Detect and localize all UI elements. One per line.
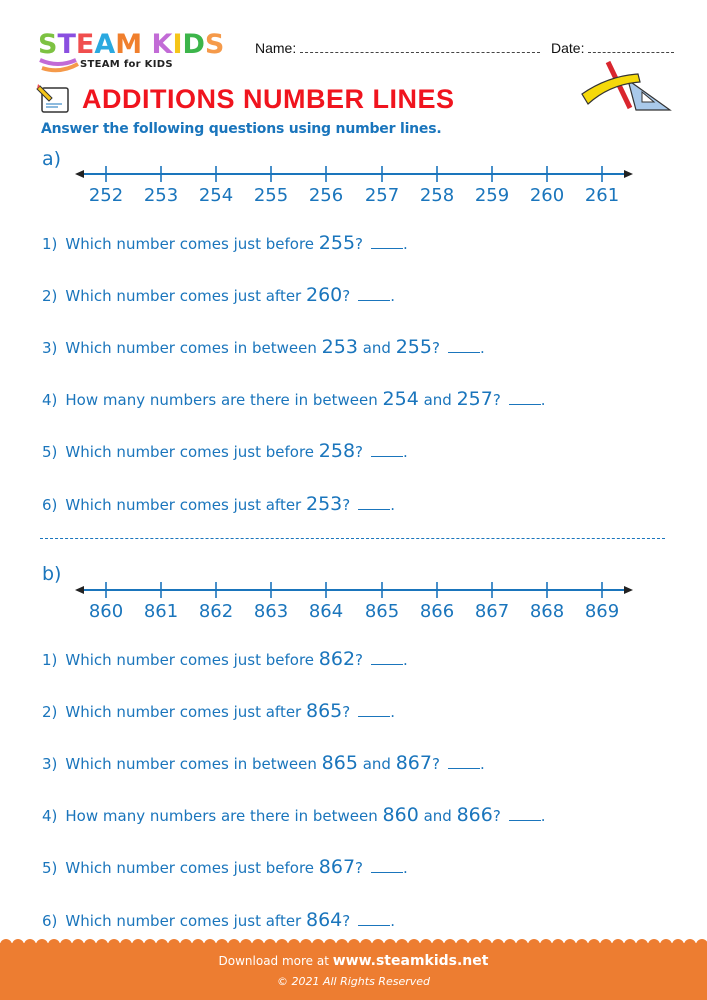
answer-blank[interactable] xyxy=(371,652,403,665)
tick-label: 869 xyxy=(584,601,620,622)
answer-blank[interactable] xyxy=(358,497,390,510)
logo-letter: A xyxy=(94,29,116,60)
answer-blank[interactable] xyxy=(371,444,403,457)
tick-label: 257 xyxy=(364,185,400,206)
scallop-border xyxy=(0,937,707,945)
question-text: ? xyxy=(492,807,501,825)
question-item xyxy=(42,856,408,878)
tick-label: 255 xyxy=(253,185,289,206)
question-text: Which number comes just after xyxy=(65,287,306,305)
name-blank[interactable] xyxy=(300,40,540,53)
question-value: 864 xyxy=(306,909,343,931)
question-value: 867 xyxy=(395,752,432,774)
answer-blank[interactable] xyxy=(448,756,480,769)
question-text: ? xyxy=(431,755,440,773)
tick-label: 260 xyxy=(529,185,565,206)
question-value: 862 xyxy=(318,648,356,670)
question-item xyxy=(42,909,395,931)
question-text: Which number comes just before xyxy=(65,859,319,877)
question-item xyxy=(42,700,395,722)
instructions: Answer the following questions using number lines. xyxy=(41,121,442,137)
date-label: Date: xyxy=(551,40,585,56)
question-text: Which number comes just before xyxy=(65,235,319,253)
period: . xyxy=(390,287,396,305)
tick-label: 865 xyxy=(364,601,400,622)
answer-blank[interactable] xyxy=(371,860,403,873)
question-number: 5) xyxy=(42,443,58,461)
tick-label: 862 xyxy=(198,601,234,622)
question-text: How many numbers are there in between xyxy=(65,807,383,825)
question-text: ? xyxy=(492,391,501,409)
question-number: 1) xyxy=(42,651,58,669)
question-text: Which number comes just after xyxy=(65,703,306,721)
question-text: Which number comes just before xyxy=(65,651,319,669)
question-text: Which number comes in between xyxy=(65,755,322,773)
question-item xyxy=(42,232,408,254)
question-value: 865 xyxy=(306,700,343,722)
number-line-b xyxy=(75,581,635,601)
tick-label: 861 xyxy=(143,601,179,622)
ruler-pencil-triangle-icon xyxy=(578,60,673,115)
question-item xyxy=(42,336,485,358)
logo-letter xyxy=(142,30,151,60)
question-text: How many numbers are there in between xyxy=(65,391,383,409)
logo-letter: M xyxy=(115,29,143,60)
question-text: ? xyxy=(355,859,364,877)
period: . xyxy=(390,496,396,514)
question-text: Which number comes in between xyxy=(65,339,322,357)
answer-blank[interactable] xyxy=(371,236,403,249)
question-value: 866 xyxy=(456,804,493,826)
question-item xyxy=(42,440,408,462)
period: . xyxy=(403,651,408,669)
question-text: ? xyxy=(342,703,351,721)
footer-download xyxy=(0,953,707,969)
answer-blank[interactable] xyxy=(509,392,541,405)
question-value: 253 xyxy=(306,493,343,515)
question-number: 2) xyxy=(42,287,58,305)
logo-letter: D xyxy=(182,29,205,60)
name-field[interactable] xyxy=(255,40,540,56)
question-value: 255 xyxy=(318,232,356,254)
question-text: ? xyxy=(342,496,351,514)
tick-label: 261 xyxy=(584,185,620,206)
tick-label: 254 xyxy=(198,185,234,206)
logo-letter: T xyxy=(57,29,76,60)
tick-label: 866 xyxy=(419,601,455,622)
question-text: and xyxy=(357,339,396,357)
question-item xyxy=(42,388,546,410)
tick-label: 863 xyxy=(253,601,289,622)
footer xyxy=(0,943,707,1000)
question-number: 1) xyxy=(42,235,58,253)
question-value: 253 xyxy=(321,336,358,358)
question-text: and xyxy=(418,807,457,825)
date-blank[interactable] xyxy=(588,40,674,53)
question-number: 4) xyxy=(42,807,58,825)
question-number: 6) xyxy=(42,496,58,514)
section-divider xyxy=(40,538,665,539)
question-text: and xyxy=(418,391,457,409)
tick-label: 253 xyxy=(143,185,179,206)
question-value: 260 xyxy=(306,284,343,306)
question-number: 3) xyxy=(42,755,58,773)
tick-label: 860 xyxy=(88,601,124,622)
logo-letter: I xyxy=(172,29,183,60)
answer-blank[interactable] xyxy=(358,704,390,717)
question-item xyxy=(42,804,546,826)
question-text: Which number comes just after xyxy=(65,496,306,514)
section-b-label: b) xyxy=(42,563,62,585)
download-text: Download more at xyxy=(218,954,333,968)
question-text: ? xyxy=(342,287,351,305)
question-value: 860 xyxy=(382,804,419,826)
question-number: 2) xyxy=(42,703,58,721)
date-field[interactable] xyxy=(551,40,674,56)
tick-label: 259 xyxy=(474,185,510,206)
question-number: 6) xyxy=(42,912,58,930)
question-value: 867 xyxy=(318,856,356,878)
logo-tagline: STEAM for KIDS xyxy=(80,59,173,70)
number-line-a xyxy=(75,165,635,185)
question-value: 254 xyxy=(382,388,419,410)
answer-blank[interactable] xyxy=(358,288,390,301)
period: . xyxy=(390,703,396,721)
question-item xyxy=(42,752,485,774)
question-number: 5) xyxy=(42,859,58,877)
question-item xyxy=(42,648,408,670)
question-item xyxy=(42,493,395,515)
question-value: 255 xyxy=(395,336,432,358)
question-text: ? xyxy=(431,339,440,357)
tick-label: 258 xyxy=(419,185,455,206)
answer-blank[interactable] xyxy=(509,808,541,821)
copyright: © 2021 All Rights Reserved xyxy=(276,975,430,988)
period: . xyxy=(479,339,485,357)
tick-label: 867 xyxy=(474,601,510,622)
logo-letter: K xyxy=(151,29,173,60)
period: . xyxy=(390,912,396,930)
period: . xyxy=(403,235,408,253)
question-text: ? xyxy=(342,912,351,930)
question-number: 4) xyxy=(42,391,58,409)
period: . xyxy=(540,807,546,825)
question-value: 865 xyxy=(321,752,358,774)
question-number: 3) xyxy=(42,339,58,357)
answer-blank[interactable] xyxy=(448,340,480,353)
section-a-label: a) xyxy=(42,148,62,170)
page-title: ADDITIONS NUMBER LINES xyxy=(82,84,455,114)
question-text: Which number comes just after xyxy=(65,912,306,930)
tick-label: 868 xyxy=(529,601,565,622)
logo-swoosh-icon xyxy=(38,56,83,76)
logo-letter: S xyxy=(38,29,58,60)
name-label: Name: xyxy=(255,40,297,56)
question-text: and xyxy=(357,755,396,773)
tick-label: 256 xyxy=(308,185,344,206)
question-text: ? xyxy=(355,235,364,253)
question-text: ? xyxy=(355,443,364,461)
period: . xyxy=(479,755,485,773)
pencil-paper-icon xyxy=(36,82,72,116)
logo-letter: S xyxy=(204,29,225,60)
site-link[interactable]: www.steamkids.net xyxy=(332,953,489,969)
logo-letter: E xyxy=(75,29,95,60)
tick-label: 864 xyxy=(308,601,344,622)
period: . xyxy=(540,391,546,409)
period: . xyxy=(403,859,408,877)
question-item xyxy=(42,284,395,306)
question-text: ? xyxy=(355,651,364,669)
period: . xyxy=(403,443,408,461)
question-value: 257 xyxy=(456,388,493,410)
question-value: 258 xyxy=(318,440,356,462)
question-text: Which number comes just before xyxy=(65,443,319,461)
steam-kids-logo xyxy=(38,30,238,75)
answer-blank[interactable] xyxy=(358,913,390,926)
tick-label: 252 xyxy=(88,185,124,206)
